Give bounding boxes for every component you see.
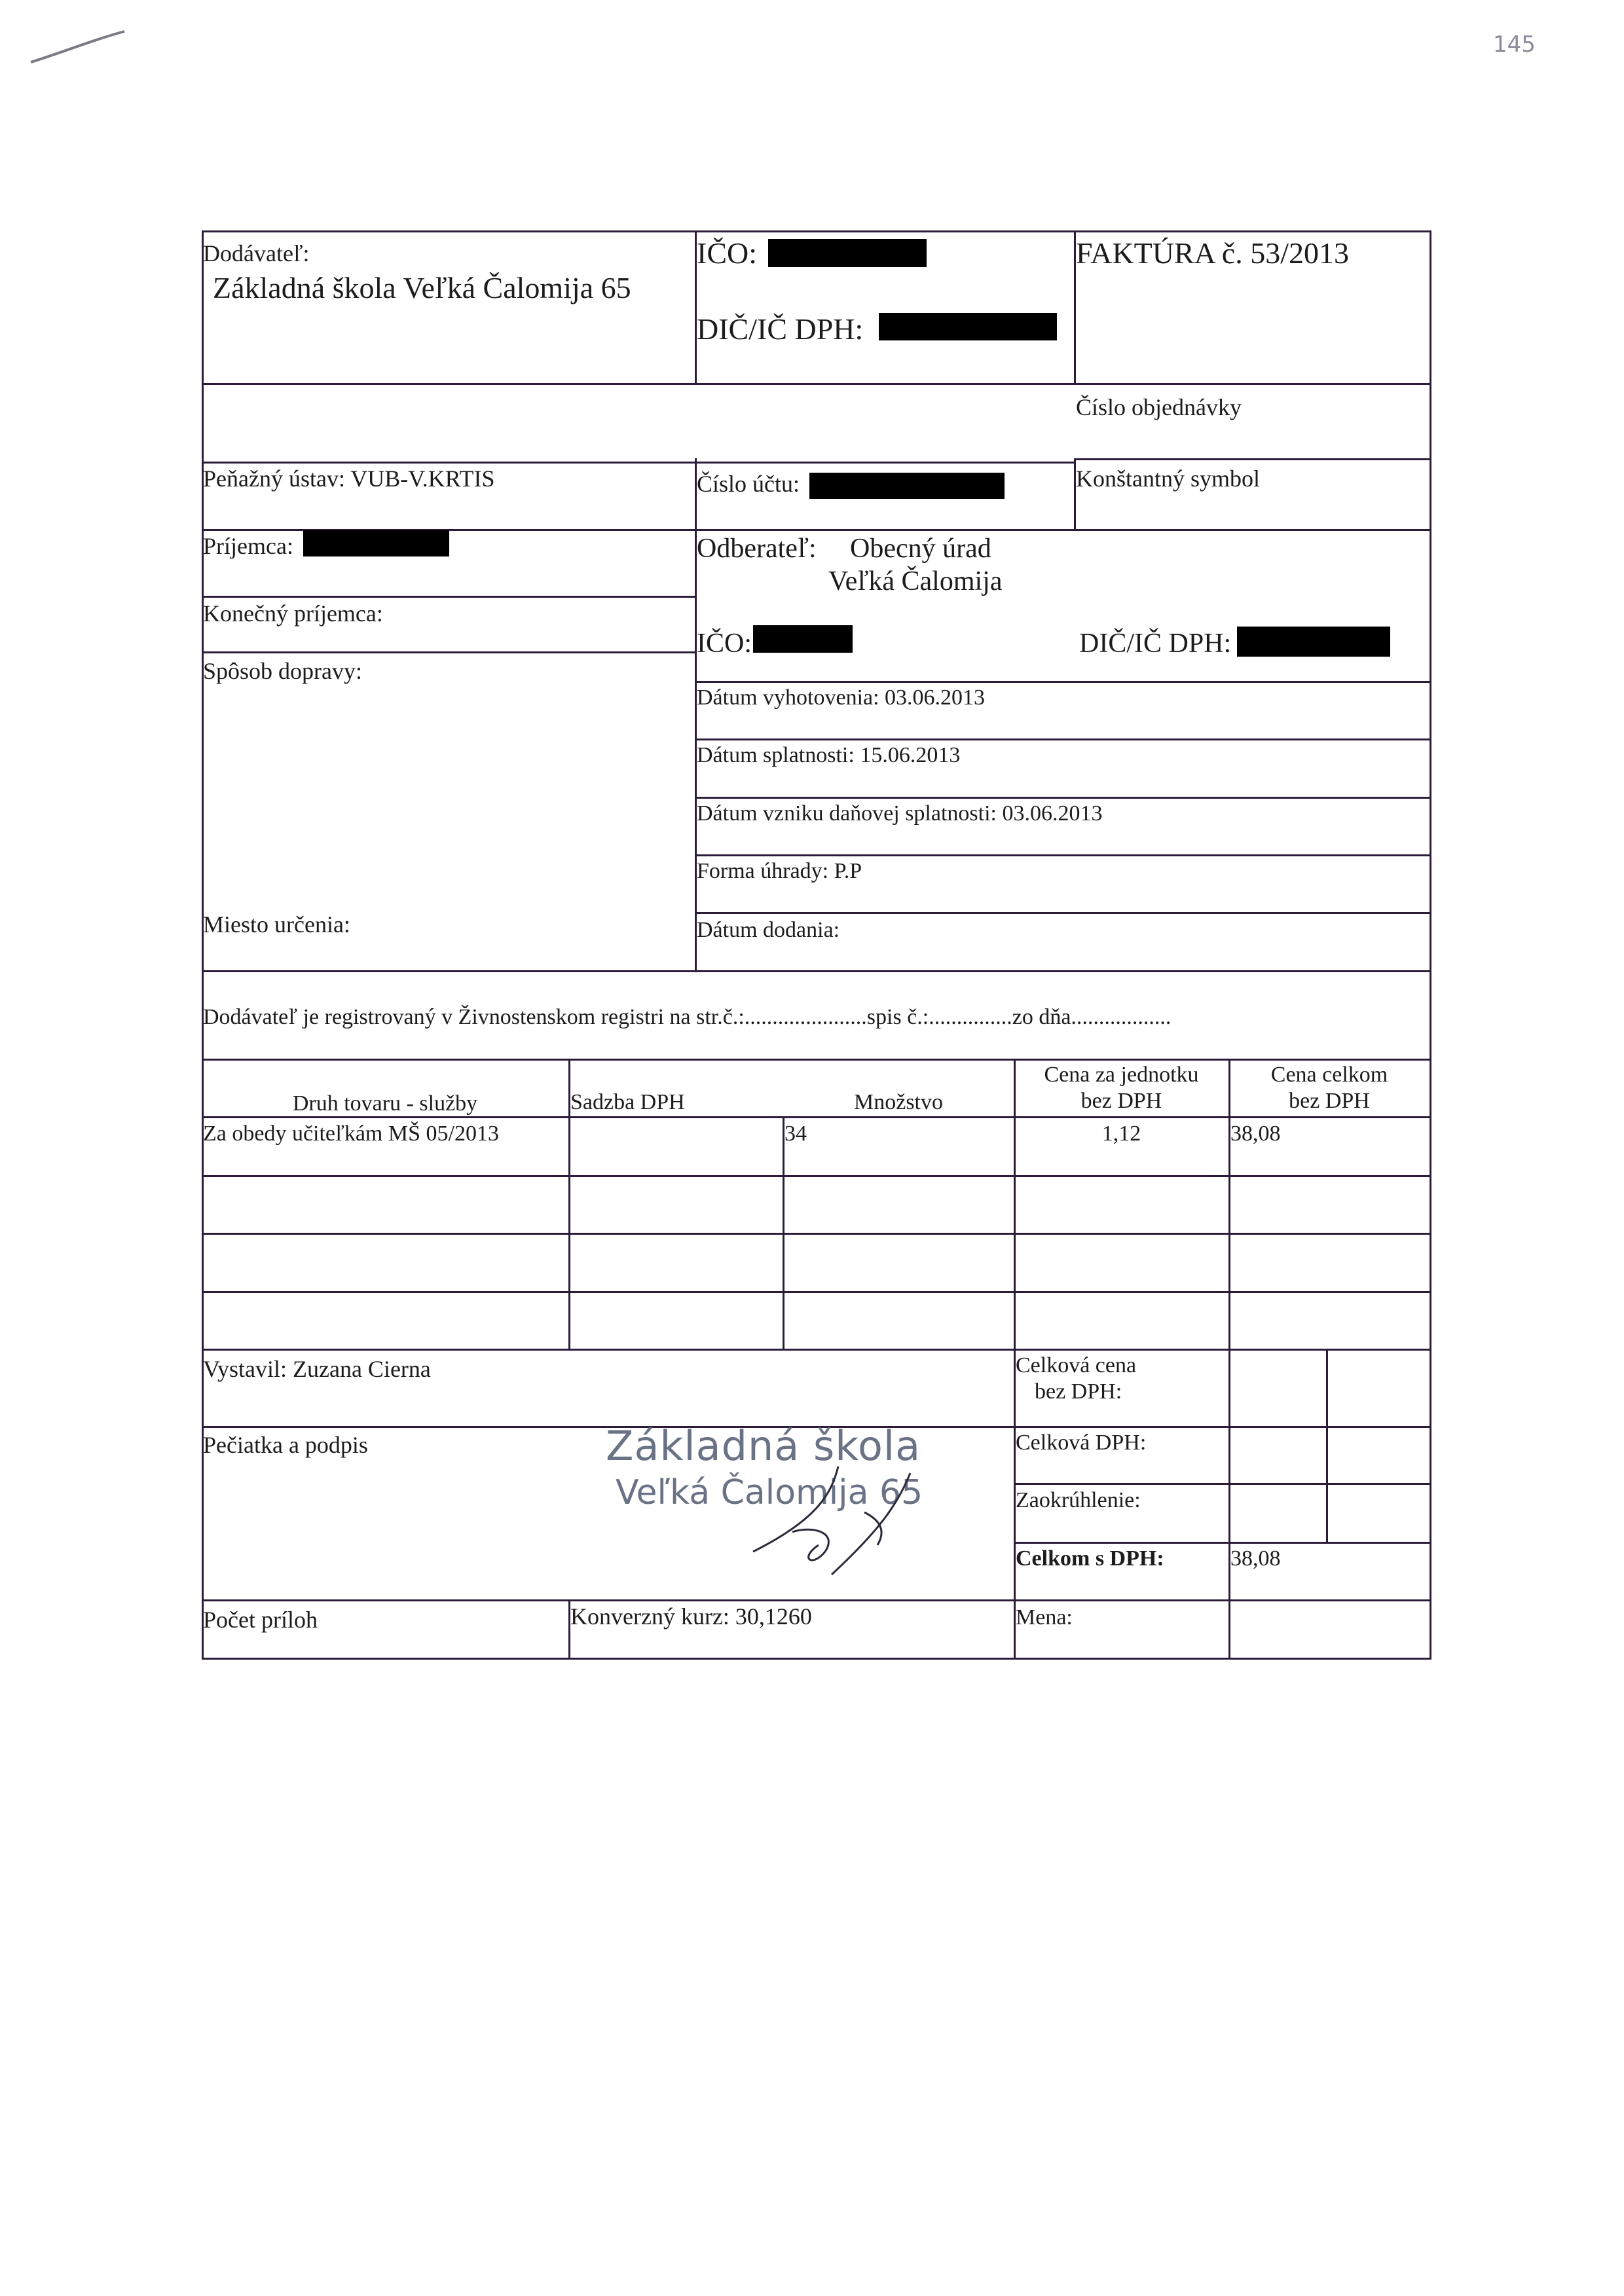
row-item: Za obedy učiteľkám MŠ 05/2013 xyxy=(203,1121,499,1146)
table-border xyxy=(1228,1349,1230,1660)
customer-name: Obecný úrad xyxy=(850,534,991,564)
header-total-sub: bez DPH xyxy=(1289,1089,1370,1113)
table-border xyxy=(696,912,1431,914)
row-total: 38,08 xyxy=(1230,1121,1281,1146)
supplier-name: Základná škola Veľká Čalomija 65 xyxy=(213,271,631,304)
table-border xyxy=(202,462,1074,464)
total-no-vat-label-sub: bez DPH: xyxy=(1035,1379,1122,1404)
table-border xyxy=(202,1658,1431,1660)
redacted-supplier-dic xyxy=(879,313,1057,340)
school-stamp-line2: Veľká Čalomija 65 xyxy=(616,1473,923,1512)
table-border xyxy=(202,970,1431,972)
redacted-customer-dic xyxy=(1237,627,1390,657)
table-border xyxy=(202,1233,1431,1235)
issued-by: Vystavil: Zuzana Cierna xyxy=(203,1356,431,1382)
invoice-title: FAKTÚRA č. 53/2013 xyxy=(1076,236,1349,270)
table-border xyxy=(696,797,1431,799)
recipient-label: Príjemca: xyxy=(203,533,293,559)
table-border xyxy=(202,230,1431,232)
table-border xyxy=(696,681,1431,683)
header-unit-price-sub: bez DPH xyxy=(1080,1089,1162,1113)
table-border xyxy=(783,1116,784,1349)
table-border xyxy=(202,1291,1431,1293)
total-vat-label: Celková DPH: xyxy=(1016,1430,1147,1455)
supplier-label: Dodávateľ: xyxy=(203,240,310,266)
redacted-customer-ico xyxy=(753,625,853,653)
total-with-vat-label: Celkom s DPH: xyxy=(1016,1546,1164,1571)
customer-city: Veľká Čalomija xyxy=(828,566,1003,596)
rounding-label: Zaokrúhlenie: xyxy=(1016,1488,1141,1512)
registration-note: Dodávateľ je registrovaný v Živnostenskom registri na str.č.:......................spis č.:...............zo dňa.................. xyxy=(203,1005,1172,1029)
table-border xyxy=(202,596,696,598)
row-unit-price: 1,12 xyxy=(1101,1121,1141,1146)
constant-symbol-label: Konštantný symbol xyxy=(1076,465,1261,492)
table-border xyxy=(202,1175,1431,1177)
table-border xyxy=(202,1599,1431,1601)
destination-label: Miesto určenia: xyxy=(203,911,350,938)
tax-date: Dátum vzniku daňovej splatnosti: 03.06.2013 xyxy=(697,801,1103,826)
stamp-signature-label: Pečiatka a podpis xyxy=(203,1432,368,1458)
redacted-account-number xyxy=(809,473,1005,499)
total-no-vat-label: Celková cena xyxy=(1016,1353,1137,1377)
table-border xyxy=(1074,458,1431,460)
table-border xyxy=(1014,1483,1431,1485)
header-vat-rate: Sadzba DPH xyxy=(570,1090,685,1114)
customer-dic-label: DIČ/IČ DPH: xyxy=(1079,629,1232,659)
account-number-label: Číslo účtu: xyxy=(697,471,800,497)
table-border xyxy=(1326,1349,1328,1544)
table-border xyxy=(696,854,1431,856)
customer-ico-label: IČO: xyxy=(697,629,752,659)
table-border xyxy=(202,651,696,653)
header-item: Druh tovaru - služby xyxy=(292,1091,478,1116)
table-border xyxy=(1014,1542,1431,1544)
redacted-recipient xyxy=(303,530,449,556)
school-stamp-line1: Základná škola xyxy=(606,1422,921,1470)
issue-date: Dátum vyhotovenia: 03.06.2013 xyxy=(697,685,986,710)
table-border xyxy=(202,1349,1431,1351)
header-unit-price: Cena za jednotku xyxy=(1044,1063,1199,1087)
table-border xyxy=(202,1059,1431,1061)
transport-label: Spôsob dopravy: xyxy=(203,658,362,684)
attachments-label: Počet príloh xyxy=(203,1607,318,1633)
header-total: Cena celkom xyxy=(1270,1063,1388,1087)
table-border xyxy=(1430,230,1431,1660)
redacted-supplier-ico xyxy=(768,239,927,267)
order-number-label: Číslo objednávky xyxy=(1076,394,1242,420)
final-recipient-label: Konečný príjemca: xyxy=(203,600,383,627)
supplier-ico-label: IČO: xyxy=(697,236,757,270)
due-date: Dátum splatnosti: 15.06.2013 xyxy=(697,743,961,767)
table-border xyxy=(202,383,1431,385)
currency-label: Mena: xyxy=(1016,1605,1073,1630)
row-quantity: 34 xyxy=(784,1121,807,1146)
total-with-vat-value: 38,08 xyxy=(1230,1546,1281,1571)
customer-label: Odberateľ: xyxy=(697,534,817,564)
pencil-stroke-mark xyxy=(29,26,128,65)
supplier-dic-label: DIČ/IČ DPH: xyxy=(697,312,864,346)
page-number-handwritten: 145 xyxy=(1493,31,1536,58)
table-border xyxy=(696,738,1431,740)
header-quantity: Množstvo xyxy=(854,1090,943,1114)
signature xyxy=(747,1453,917,1578)
exchange-rate: Konverzný kurz: 30,1260 xyxy=(570,1603,812,1630)
bank-label: Peňažný ústav: VUB-V.KRTIS xyxy=(203,465,495,492)
delivery-date-label: Dátum dodania: xyxy=(697,918,840,942)
table-border xyxy=(202,1116,1431,1118)
payment-form: Forma úhrady: P.P xyxy=(697,859,862,883)
